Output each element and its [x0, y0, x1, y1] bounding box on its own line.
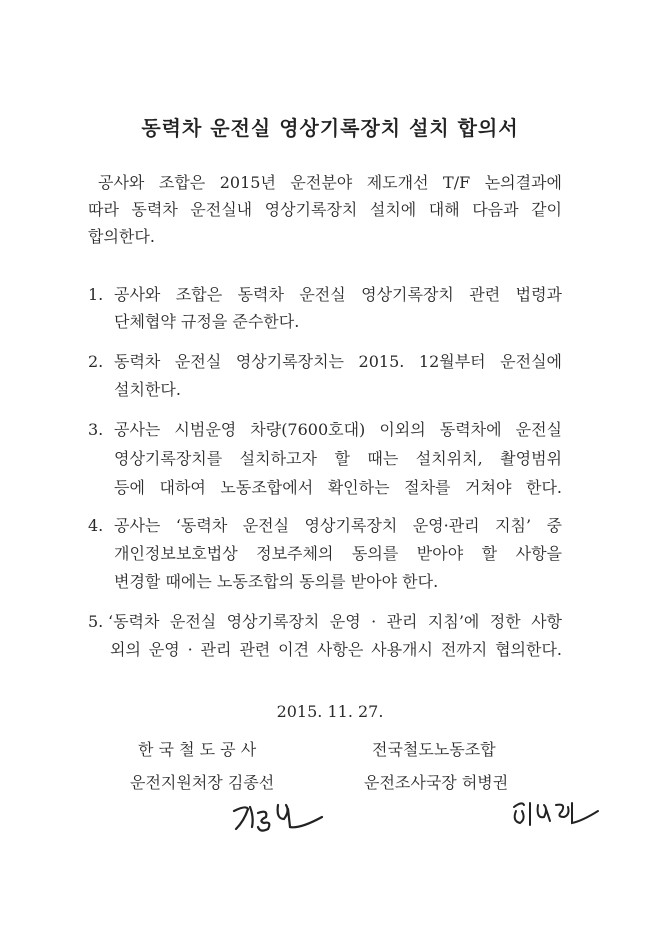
item-line: 개인정보보호법상 정보주체의 동의를 받아야 할 사항을 — [114, 544, 562, 563]
intro-line: 따라 동력차 운전실내 영상기록장치 설치에 대해 다음과 같이 — [88, 200, 562, 219]
item-line: 외의 운영 · 관리 관련 이견 사항은 사용개시 전까지 협의한다. — [110, 640, 562, 659]
right-party-signer: 운전조사국장 허병권 — [364, 773, 509, 792]
item-line: 공사는 시범운영 차량(7600호대) 이외의 동력차에 운전실 — [114, 420, 562, 439]
item-number: 5. — [88, 612, 104, 631]
intro-line: 공사와 조합은 2015년 운전분야 제도개선 T/F 논의결과에 — [98, 173, 562, 192]
item-line: 등에 대하여 노동조합에서 확인하는 절차를 거쳐야 한다. — [114, 478, 562, 497]
item-line: 공사와 조합은 동력차 운전실 영상기록장치 관련 법령과 — [114, 285, 562, 304]
item-line: 단체협약 규정을 준수한다. — [114, 312, 300, 331]
right-signature — [510, 795, 600, 831]
item-number: 1. — [88, 285, 104, 304]
intro-line: 합의한다. — [88, 227, 155, 246]
agreement-date: 2015. 11. 27. — [276, 702, 384, 721]
item-line: 설치한다. — [114, 380, 181, 399]
item-line: ‘동력차 운전실 영상기록장치 운영 · 관리 지침’에 정한 사항 — [108, 612, 562, 631]
left-party-signer: 운전지원처장 김종선 — [130, 773, 275, 792]
right-party-org: 전국철도노동조합 — [372, 740, 496, 759]
document-title: 동력차 운전실 영상기록장치 설치 합의서 — [141, 116, 519, 140]
item-line: 동력차 운전실 영상기록장치는 2015. 12월부터 운전실에 — [114, 352, 562, 371]
left-signature — [228, 795, 328, 837]
item-number: 2. — [88, 352, 104, 371]
left-party-org: 한 국 철 도 공 사 — [138, 740, 257, 759]
item-line: 영상기록장치를 설치하고자 할 때는 설치위치, 촬영범위 — [114, 449, 562, 468]
item-number: 4. — [88, 516, 104, 535]
item-line: 공사는 ‘동력차 운전실 영상기록장치 운영·관리 지침’ 중 — [114, 516, 562, 535]
item-line: 변경할 때에는 노동조합의 동의를 받아야 한다. — [114, 572, 439, 591]
item-number: 3. — [88, 420, 104, 439]
